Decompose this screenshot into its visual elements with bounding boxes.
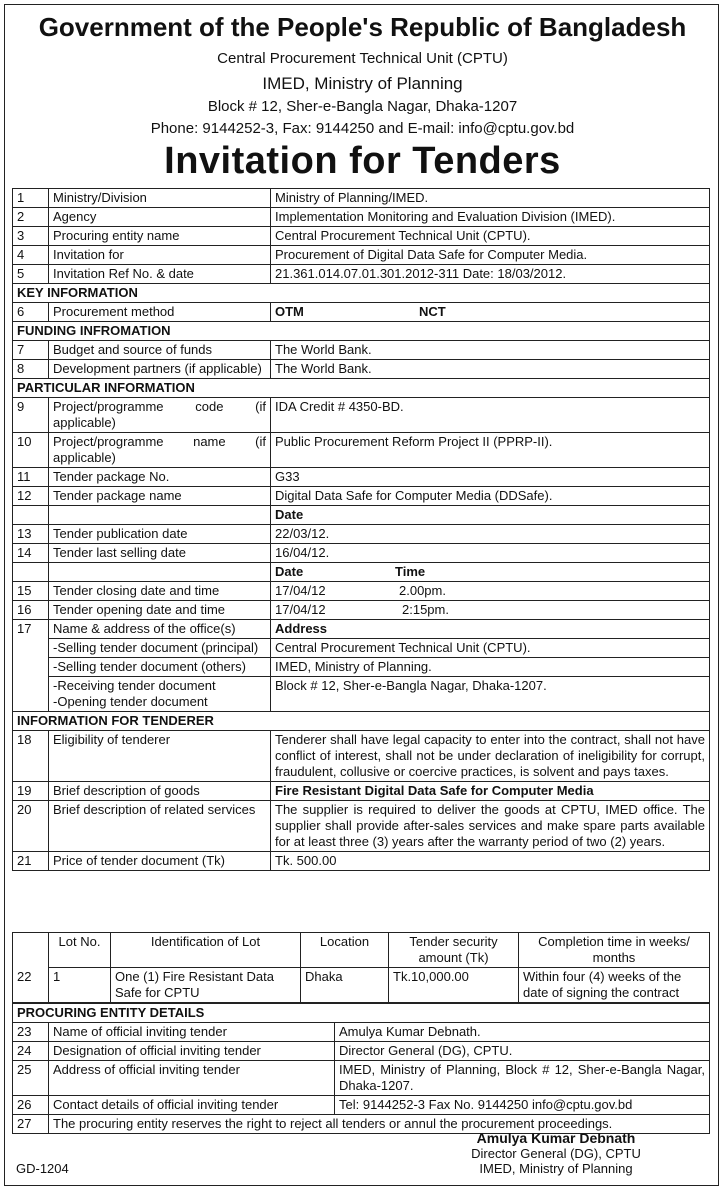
row-value: Director General (DG), CPTU.: [335, 1042, 710, 1061]
row-label: Address of official inviting tender: [49, 1061, 335, 1096]
row-number: 26: [13, 1096, 49, 1115]
entity-table: [12, 1003, 710, 1134]
row-sublabel: -Selling tender document (principal): [49, 639, 271, 658]
table-row: [13, 208, 710, 227]
row-number: 25: [13, 1061, 49, 1096]
row-label: Eligibility of tenderer: [49, 731, 271, 782]
row-value: The procuring entity reserves the right to reject all tenders or annul the procurement proceedings.: [49, 1115, 710, 1134]
signatory-designation: Director General (DG), CPTU: [471, 1146, 641, 1161]
table-row: [13, 544, 710, 563]
row-number: 14: [13, 544, 49, 563]
row-number: 15: [13, 582, 49, 601]
lot-location: Dhaka: [301, 968, 389, 1003]
row-value: [271, 601, 710, 620]
table-row: [13, 189, 710, 208]
row-value: [271, 582, 710, 601]
table-row: [13, 1023, 710, 1042]
row-value: Implementation Monitoring and Evaluation Division (IMED).: [271, 208, 710, 227]
row-number: 3: [13, 227, 49, 246]
row-number: 12: [13, 487, 49, 506]
address-head: Address: [271, 620, 710, 639]
row-number: 21: [13, 852, 49, 871]
row-number: 2: [13, 208, 49, 227]
row-label: Contact details of official inviting tender: [49, 1096, 335, 1115]
table-row: [13, 852, 710, 871]
table-row: [13, 360, 710, 379]
row-number: 13: [13, 525, 49, 544]
row-number: 11: [13, 468, 49, 487]
row-label: Invitation for: [49, 246, 271, 265]
section-key-information: KEY INFORMATION: [13, 284, 710, 303]
page-title: Invitation for Tenders: [164, 140, 561, 182]
row-label: Brief description of related services: [49, 801, 271, 852]
row-label: Tender closing date and time: [49, 582, 271, 601]
table-row: [13, 1061, 710, 1096]
receiving-label: -Receiving tender document: [53, 678, 216, 693]
lot-security: Tk.10,000.00: [389, 968, 519, 1003]
location-header: Location: [301, 933, 389, 968]
row-label: Brief description of goods: [49, 782, 271, 801]
row-label: Agency: [49, 208, 271, 227]
date-time-head: [271, 563, 710, 582]
table-row: [13, 398, 710, 433]
date-column-head: Date: [271, 506, 710, 525]
row-value: 16/04/12.: [271, 544, 710, 563]
table-row: [13, 1096, 710, 1115]
section-funding-information: FUNDING INFROMATION: [13, 322, 710, 341]
signatory-name: Amulya Kumar Debnath: [476, 1130, 636, 1146]
row-label: Development partners (if applicable): [49, 360, 271, 379]
row-value: Central Procurement Technical Unit (CPTU).: [271, 227, 710, 246]
row-number: 23: [13, 1023, 49, 1042]
row-number: 19: [13, 782, 49, 801]
table-row: [13, 731, 710, 782]
table-row: [13, 433, 710, 468]
row-sublabel: -Selling tender document (others): [49, 658, 271, 677]
table-row: [13, 658, 710, 677]
row-value: Amulya Kumar Debnath.: [335, 1023, 710, 1042]
closing-time: 2.00pm.: [399, 583, 446, 598]
section-entity-details: PROCURING ENTITY DETAILS: [13, 1004, 710, 1023]
row-value: IMED, Ministry of Planning.: [271, 658, 710, 677]
row-value: Public Procurement Reform Project II (PPRP-II).: [271, 433, 710, 468]
row-number: 27: [13, 1115, 49, 1134]
row-number: 24: [13, 1042, 49, 1061]
row-label: Tender package No.: [49, 468, 271, 487]
table-row: [13, 1042, 710, 1061]
row-number: 16: [13, 601, 49, 620]
table-row: [13, 341, 710, 360]
row-number: 1: [13, 189, 49, 208]
row-number: 10: [13, 433, 49, 468]
row-label: Tender last selling date: [49, 544, 271, 563]
row-label: Procurement method: [49, 303, 271, 322]
procurement-type: NCT: [419, 304, 446, 319]
lot-row: [13, 968, 710, 1003]
opening-label: -Opening tender document: [53, 694, 208, 709]
table-row: [13, 620, 710, 639]
row-value: Tk. 500.00: [271, 852, 710, 871]
signatory-office: IMED, Ministry of Planning: [479, 1161, 633, 1176]
row-value: IMED, Ministry of Planning, Block # 12, Sher-e-Bangla Nagar, Dhaka-1207.: [335, 1061, 710, 1096]
lot-completion: Within four (4) weeks of the date of signing the contract: [519, 968, 710, 1003]
row-number: 5: [13, 265, 49, 284]
row-label: Name of official inviting tender: [49, 1023, 335, 1042]
opening-date: 17/04/12: [275, 602, 326, 617]
row-number: 18: [13, 731, 49, 782]
row-number: 17: [13, 620, 49, 639]
row-number: 4: [13, 246, 49, 265]
row-number: 22: [13, 968, 49, 1003]
table-row: [13, 782, 710, 801]
row-label: Tender package name: [49, 487, 271, 506]
table-row: [13, 265, 710, 284]
row-sublabel: [49, 677, 271, 712]
row-value: Digital Data Safe for Computer Media (DDSafe).: [271, 487, 710, 506]
row-value: Tel: 9144252-3 Fax No. 9144250 info@cptu.gov.bd: [335, 1096, 710, 1115]
lot-header-row: [13, 933, 710, 968]
row-value: 21.361.014.07.01.301.2012-311 Date: 18/03/2012.: [271, 265, 710, 284]
row-value: Ministry of Planning/IMED.: [271, 189, 710, 208]
table-row: [13, 582, 710, 601]
row-label: Budget and source of funds: [49, 341, 271, 360]
row-number: 7: [13, 341, 49, 360]
row-label: Project/programme code (if applicable): [49, 398, 271, 433]
signature-block: [440, 1130, 672, 1176]
government-heading: Government of the People's Republic of Bangladesh: [38, 12, 687, 42]
table-row: [13, 601, 710, 620]
procurement-method: OTM: [275, 304, 304, 319]
opening-time: 2:15pm.: [402, 602, 449, 617]
row-value: Block # 12, Sher-e-Bangla Nagar, Dhaka-1207.: [271, 677, 710, 712]
closing-date: 17/04/12: [275, 583, 326, 598]
table-row: [13, 303, 710, 322]
row-value: G33: [271, 468, 710, 487]
row-value: Central Procurement Technical Unit (CPTU).: [271, 639, 710, 658]
row-value: IDA Credit # 4350-BD.: [271, 398, 710, 433]
date-head: Date: [275, 564, 304, 579]
row-value: [271, 303, 710, 322]
table-row: [13, 677, 710, 712]
lot-identification: One (1) Fire Resistant Data Safe for CPTU: [111, 968, 301, 1003]
section-tenderer-information: INFORMATION FOR TENDERER: [13, 712, 710, 731]
row-label: Tender publication date: [49, 525, 271, 544]
table-row: [13, 468, 710, 487]
row-label: Procuring entity name: [49, 227, 271, 246]
table-row: [13, 801, 710, 852]
lot-number: 1: [49, 968, 111, 1003]
tender-table-main: [12, 188, 710, 871]
security-header: Tender security amount (Tk): [389, 933, 519, 968]
row-value: The supplier is required to deliver the goods at CPTU, IMED office. The supplier shall provide after-sales services and make spare parts available for at least three (3) years after the warranty period of two (2) years.: [271, 801, 710, 852]
table-row: [13, 639, 710, 658]
section-particular-information: PARTICULAR INFORMATION: [13, 379, 710, 398]
row-value: Procurement of Digital Data Safe for Computer Media.: [271, 246, 710, 265]
contact-line: Phone: 9144252-3, Fax: 9144250 and E-mail: info@cptu.gov.bd: [150, 120, 575, 137]
row-value: 22/03/12.: [271, 525, 710, 544]
row-value: The World Bank.: [271, 360, 710, 379]
identification-header: Identification of Lot: [111, 933, 301, 968]
row-label: Designation of official inviting tender: [49, 1042, 335, 1061]
row-label: Name & address of the office(s): [49, 620, 271, 639]
row-number: 20: [13, 801, 49, 852]
row-label: Ministry/Division: [49, 189, 271, 208]
office-address: Block # 12, Sher-e-Bangla Nagar, Dhaka-1207: [207, 98, 518, 115]
document-code: GD-1204: [16, 1161, 69, 1176]
row-value: Fire Resistant Digital Data Safe for Computer Media: [271, 782, 710, 801]
row-label: Project/programme name (if applicable): [49, 433, 271, 468]
row-number: 9: [13, 398, 49, 433]
time-head: Time: [395, 564, 426, 579]
table-row: [13, 246, 710, 265]
table-row: [13, 525, 710, 544]
row-label: Tender opening date and time: [49, 601, 271, 620]
completion-header: Completion time in weeks/ months: [519, 933, 710, 968]
table-row: [13, 227, 710, 246]
row-label: Invitation Ref No. & date: [49, 265, 271, 284]
unit-name: Central Procurement Technical Unit (CPTU): [217, 50, 508, 67]
row-value: Tenderer shall have legal capacity to enter into the contract, shall not have conflict of interest, shall not be under declaration of ineligibility for corrupt, fraudulent, collusive or coercive practices, is solvent and pays taxes.: [271, 731, 710, 782]
lot-header: Lot No.: [49, 933, 111, 968]
row-value: The World Bank.: [271, 341, 710, 360]
row-number: 6: [13, 303, 49, 322]
row-label: Price of tender document (Tk): [49, 852, 271, 871]
table-row: [13, 487, 710, 506]
row-number: 8: [13, 360, 49, 379]
lot-table: [12, 932, 710, 1003]
ministry-name: IMED, Ministry of Planning: [262, 74, 463, 93]
